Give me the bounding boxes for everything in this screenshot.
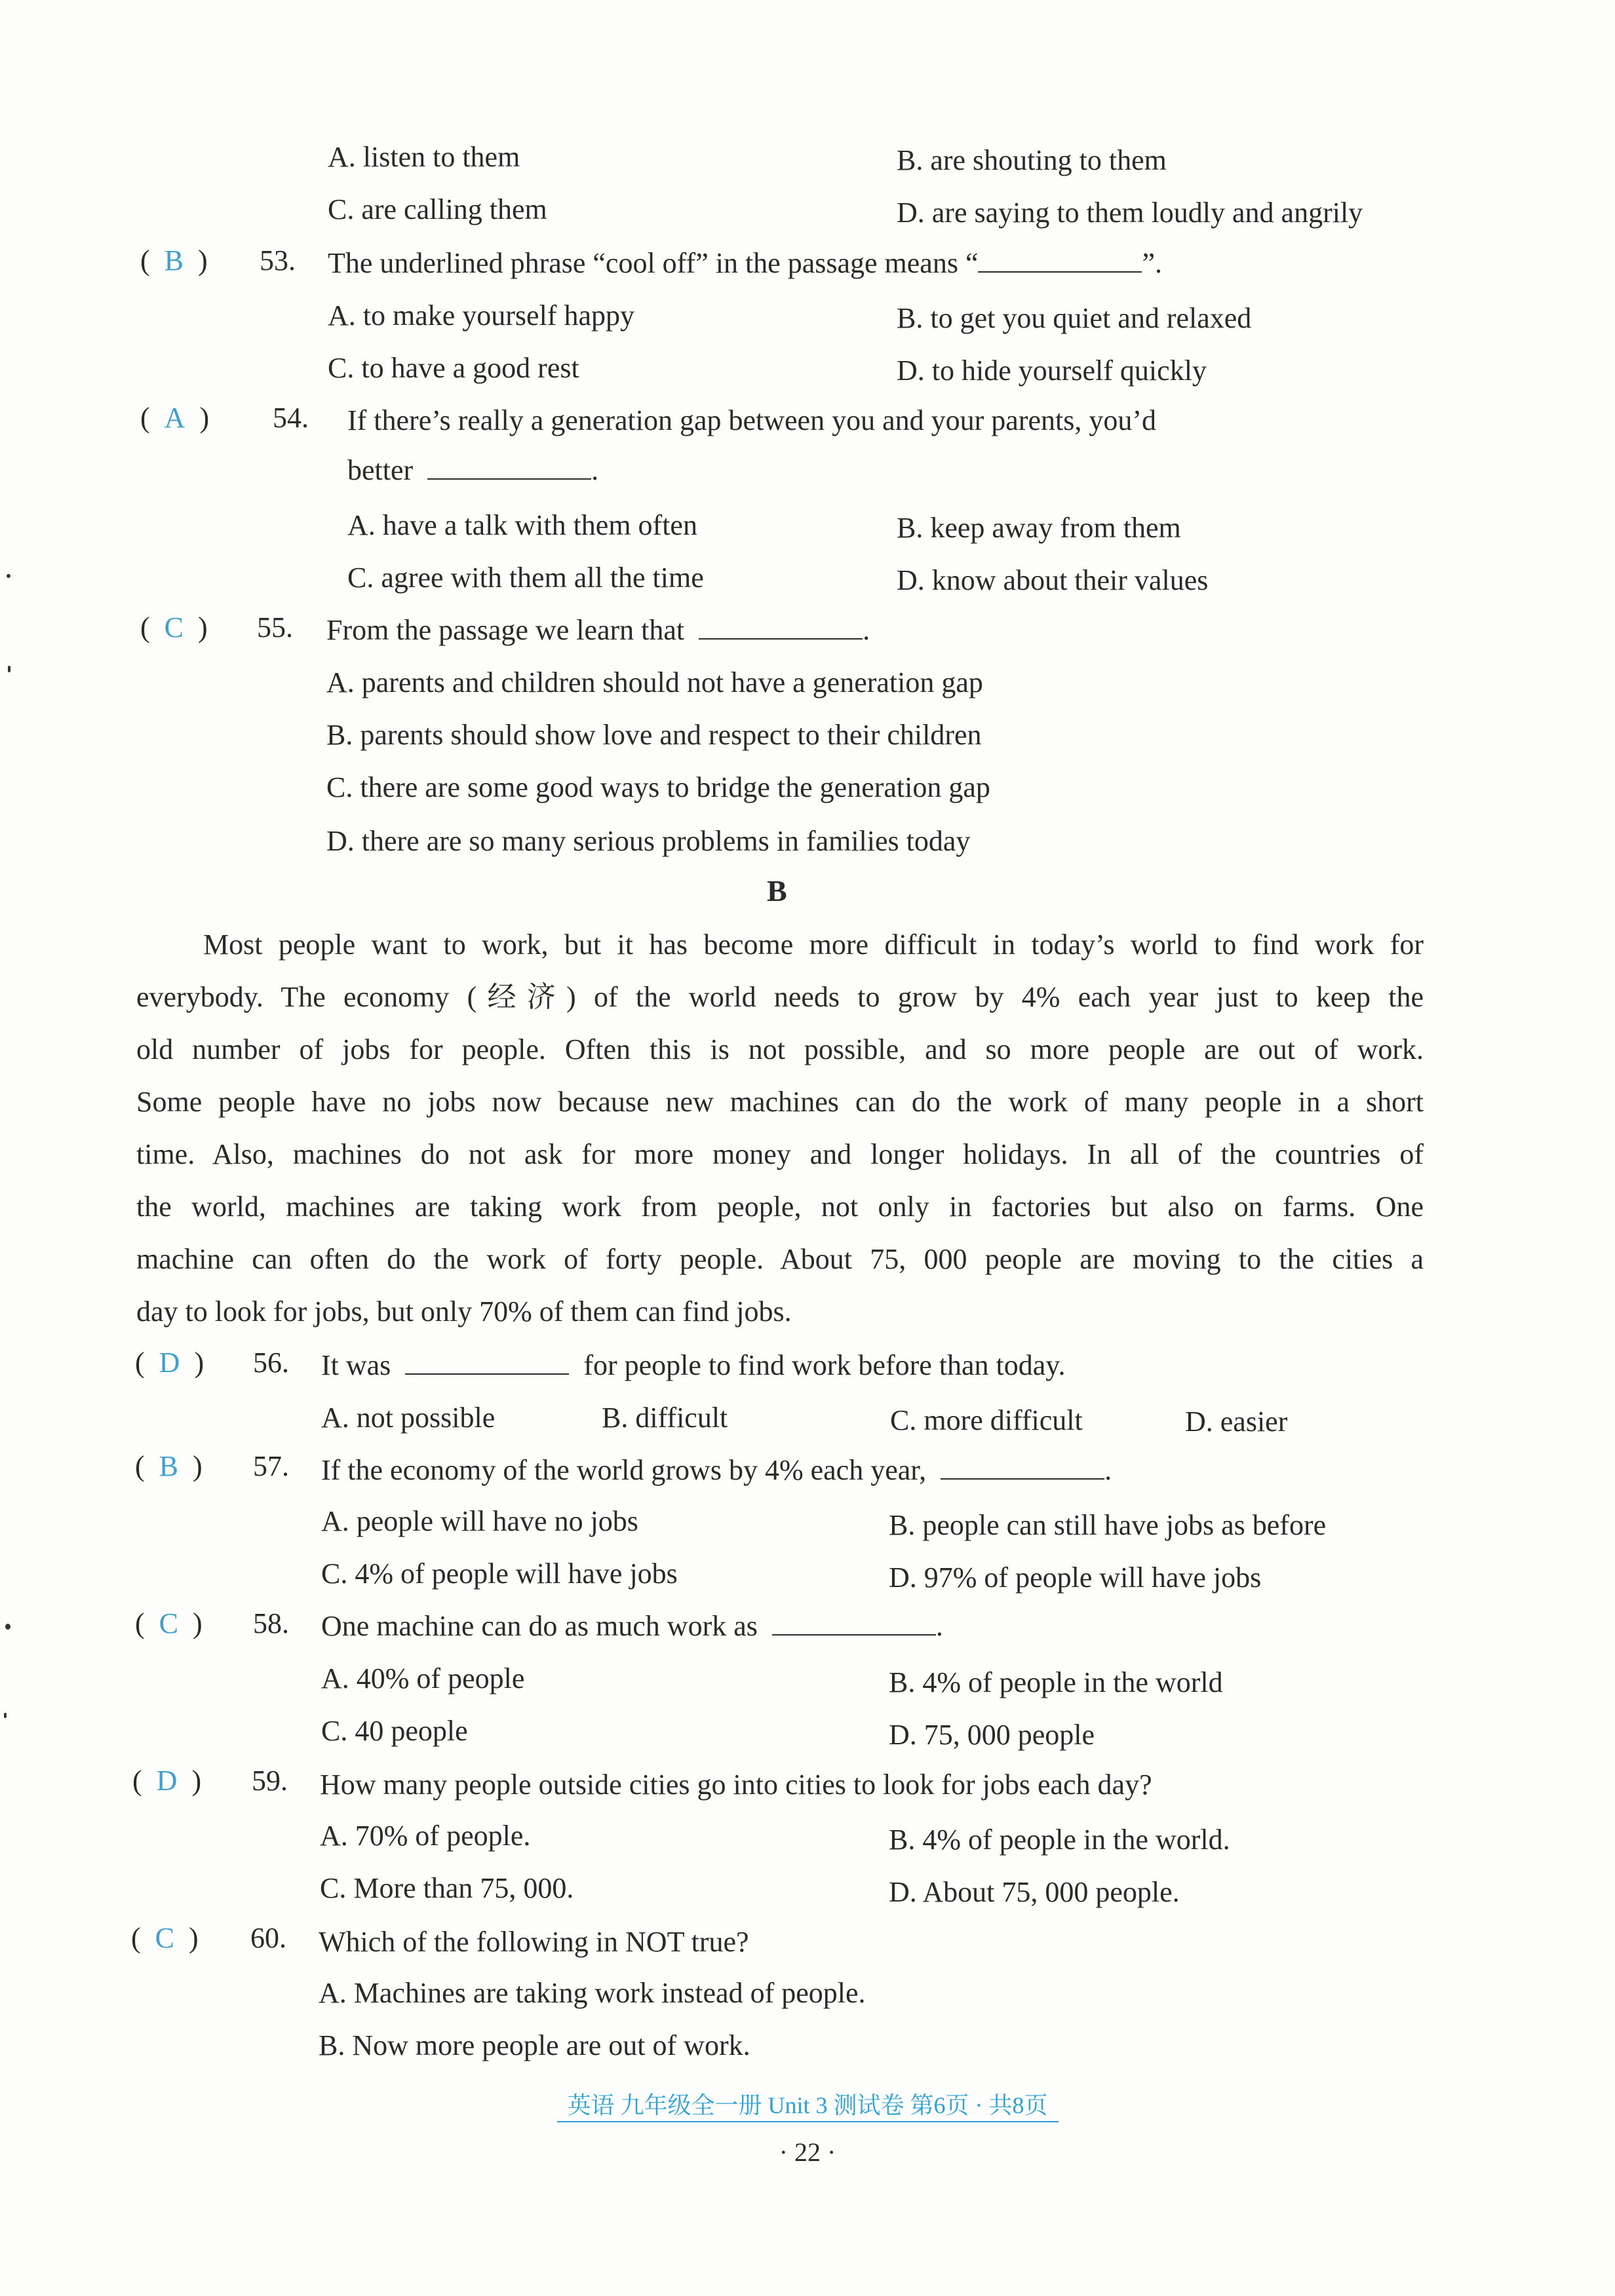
q56-stem-pre: It was bbox=[321, 1349, 391, 1381]
q59-option-a: A. 70% of people. bbox=[320, 1820, 531, 1852]
section-b-title: B bbox=[767, 874, 787, 908]
q58-option-b: B. 4% of people in the world bbox=[889, 1666, 1223, 1698]
q54-blank bbox=[427, 452, 591, 480]
q55-number: 55. bbox=[257, 611, 293, 643]
q55-stem-text: From the passage we learn that bbox=[326, 614, 685, 646]
q60-option-b: B. Now more people are out of work. bbox=[319, 2029, 750, 2061]
q55-answer: C bbox=[164, 611, 184, 643]
q59-answer-bracket: ( D ) bbox=[132, 1765, 202, 1797]
scan-speck bbox=[5, 1624, 10, 1630]
q60-option-a: A. Machines are taking work instead of people. bbox=[319, 1977, 866, 2009]
q56-stem bbox=[321, 1346, 1065, 1385]
q59-number: 59. bbox=[252, 1765, 288, 1797]
footer-info bbox=[0, 2089, 1615, 2122]
q56-answer-bracket: ( D ) bbox=[135, 1347, 204, 1379]
q58-option-d: D. 75, 000 people bbox=[889, 1719, 1095, 1751]
q52-option-c: C. are calling them bbox=[328, 193, 547, 225]
passage-line-2: everybody. The economy (经济) of the world needs to grow by 4% each year just to keep the bbox=[136, 981, 1424, 1013]
passage-line-6: the world, machines are taking work from people, not only in factories but also on farms. One bbox=[136, 1191, 1424, 1223]
q56-stem-post: for people to find work before than today. bbox=[583, 1349, 1066, 1381]
q54-option-d: D. know about their values bbox=[897, 564, 1209, 596]
q58-stem-text: One machine can do as much work as bbox=[321, 1610, 758, 1642]
q57-answer: B bbox=[159, 1450, 179, 1482]
q60-answer-bracket: ( C ) bbox=[131, 1922, 199, 1954]
q57-option-a: A. people will have no jobs bbox=[321, 1505, 638, 1537]
passage-line-3: old number of jobs for people. Often this is not possible, and so more people are out of work. bbox=[136, 1033, 1424, 1065]
q57-option-c: C. 4% of people will have jobs bbox=[321, 1558, 678, 1590]
q56-option-b: B. difficult bbox=[602, 1402, 728, 1434]
q58-option-a: A. 40% of people bbox=[321, 1662, 525, 1694]
q58-option-c: C. 40 people bbox=[321, 1715, 468, 1747]
q60-number: 60. bbox=[250, 1922, 286, 1954]
q59-option-c: C. More than 75, 000. bbox=[320, 1872, 574, 1904]
passage-line-8: day to look for jobs, but only 70% of them can find jobs. bbox=[136, 1295, 792, 1328]
q55-option-a: A. parents and children should not have a generation gap bbox=[326, 666, 983, 698]
q54-option-a: A. have a talk with them often bbox=[347, 509, 697, 541]
q58-blank bbox=[772, 1608, 936, 1636]
q56-blank bbox=[405, 1347, 569, 1375]
q53-answer: B bbox=[164, 244, 184, 277]
q52-option-b: B. are shouting to them bbox=[897, 144, 1167, 176]
q56-option-d: D. easier bbox=[1185, 1406, 1288, 1438]
passage-line-7: machine can often do the work of forty people. About 75, 000 people are moving to the cities a bbox=[136, 1243, 1424, 1275]
q56-answer: D bbox=[159, 1347, 180, 1379]
q53-stem-post: ”. bbox=[1142, 247, 1163, 279]
q59-answer: D bbox=[156, 1765, 178, 1797]
q57-number: 57. bbox=[253, 1450, 289, 1482]
passage-line-1: Most people want to work, but it has become more difficult in today’s world to find work for bbox=[203, 928, 1424, 961]
q57-stem-text: If the economy of the world grows by 4% each year, bbox=[321, 1454, 927, 1486]
q54-stem-end: . bbox=[591, 454, 599, 486]
q54-option-c: C. agree with them all the time bbox=[347, 562, 704, 594]
q53-number: 53. bbox=[260, 244, 296, 277]
q56-option-c: C. more difficult bbox=[890, 1404, 1083, 1436]
q54-stem-better: better bbox=[347, 454, 414, 486]
q58-stem bbox=[321, 1607, 943, 1646]
q53-blank bbox=[978, 245, 1142, 273]
q59-option-b: B. 4% of people in the world. bbox=[889, 1824, 1230, 1856]
q54-answer: A bbox=[164, 402, 185, 434]
q54-stem-line2 bbox=[347, 451, 598, 490]
q59-option-d: D. About 75, 000 people. bbox=[889, 1876, 1180, 1908]
q53-option-b: B. to get you quiet and relaxed bbox=[897, 302, 1252, 334]
q53-stem-pre: The underlined phrase “cool off” in the passage means “ bbox=[328, 247, 979, 279]
q59-stem: How many people outside cities go into cities to look for jobs each day? bbox=[320, 1769, 1152, 1801]
q55-option-c: C. there are some good ways to bridge the generation gap bbox=[326, 771, 990, 803]
q55-stem-end: . bbox=[863, 614, 870, 646]
q58-number: 58. bbox=[253, 1607, 289, 1639]
q55-answer-bracket: ( C ) bbox=[140, 611, 208, 643]
scan-speck bbox=[8, 666, 10, 672]
q56-option-a: A. not possible bbox=[321, 1402, 496, 1434]
q55-option-b: B. parents should show love and respect to their children bbox=[326, 719, 982, 751]
q58-answer: C bbox=[159, 1607, 179, 1639]
q53-answer-bracket: ( B ) bbox=[140, 244, 208, 277]
q55-option-d: D. there are so many serious problems in families today bbox=[326, 825, 971, 857]
q57-blank bbox=[941, 1452, 1104, 1480]
q55-blank bbox=[699, 612, 863, 640]
q57-option-b: B. people can still have jobs as before bbox=[889, 1509, 1327, 1541]
q57-option-d: D. 97% of people will have jobs bbox=[889, 1561, 1262, 1594]
q54-number: 54. bbox=[273, 402, 309, 434]
q57-answer-bracket: ( B ) bbox=[135, 1450, 203, 1482]
scan-speck bbox=[4, 1713, 7, 1718]
q53-option-d: D. to hide yourself quickly bbox=[897, 354, 1207, 387]
q57-stem bbox=[321, 1451, 1112, 1490]
q58-answer-bracket: ( C ) bbox=[135, 1607, 203, 1639]
q55-stem bbox=[326, 611, 870, 650]
q54-option-b: B. keep away from them bbox=[897, 512, 1181, 544]
q56-number: 56. bbox=[253, 1347, 289, 1379]
page-number: · 22 · bbox=[779, 2137, 836, 2167]
passage-line-5: time. Also, machines do not ask for more money and longer holidays. In all of the countries of bbox=[136, 1138, 1424, 1170]
q57-stem-end: . bbox=[1104, 1454, 1112, 1486]
q53-stem bbox=[328, 244, 1162, 283]
footer-info-text: 英语 九年级全一册 Unit 3 测试卷 第6页 · 共8页 bbox=[557, 2092, 1059, 2122]
q52-option-d: D. are saying to them loudly and angrily bbox=[897, 197, 1363, 229]
passage-line-4: Some people have no jobs now because new machines can do the work of many people in a short bbox=[136, 1086, 1424, 1118]
q52-option-a: A. listen to them bbox=[328, 141, 520, 173]
scan-speck bbox=[7, 574, 10, 578]
q60-stem: Which of the following in NOT true? bbox=[319, 1926, 749, 1958]
q60-answer: C bbox=[155, 1922, 175, 1954]
q53-option-a: A. to make yourself happy bbox=[328, 299, 634, 332]
q54-stem-line1: If there’s really a generation gap between you and your parents, you’d bbox=[347, 404, 1156, 436]
q53-option-c: C. to have a good rest bbox=[328, 352, 579, 384]
q54-answer-bracket: ( A ) bbox=[140, 402, 210, 434]
q58-stem-end: . bbox=[935, 1610, 943, 1642]
